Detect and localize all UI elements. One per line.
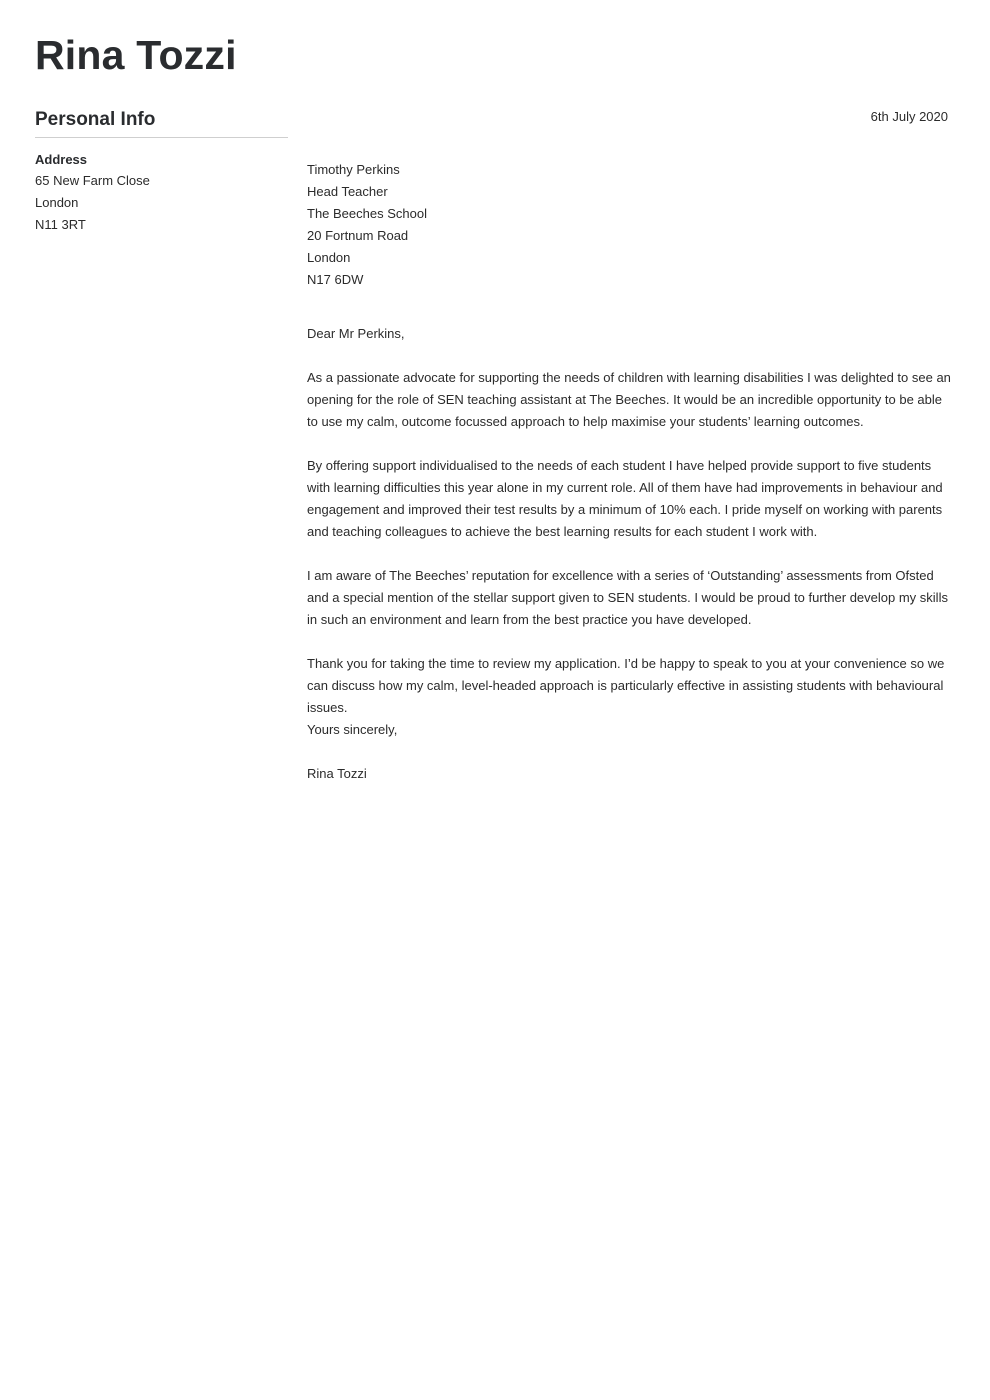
paragraph-intro: As a passionate advocate for supporting the needs of children with learning disabilities I was delighted to see an opening for the role of SEN teaching assistant at The Beeches. It would be an incredible opportunity to be able to use my calm, outcome focussed approach to help maximise your students’ learning outcomes. xyxy=(307,370,951,429)
recipient-city: London xyxy=(307,250,351,265)
personal-info-heading: Personal Info xyxy=(35,108,288,138)
address-line-street: 65 New Farm Close xyxy=(35,173,150,188)
paragraph-thanks: Thank you for taking the time to review my application. I’d be happy to speak to you at your convenience so we can discuss how my calm, level-headed approach is particularly effective in assisting students with behavioural issues. xyxy=(307,656,945,715)
recipient-organization: The Beeches School xyxy=(307,206,427,221)
applicant-name: Rina Tozzi xyxy=(35,32,237,78)
signature-name: Rina Tozzi xyxy=(307,766,367,781)
paragraph-school: I am aware of The Beeches’ reputation for excellence with a series of ‘Outstanding’ assessments from Ofsted and a special mention of the stellar support given to SEN students. I would be proud to further develop my skills in such an environment and learn from the best practice you have developed. xyxy=(307,568,948,627)
paragraph-experience: By offering support individualised to the needs of each student I have helped provide support to five students with learning difficulties this year alone in my current role. All of them have had improvements in behaviour and engagement and improved their test results by a minimum of 10% each. I pride myself on working with parents and teaching colleagues to achieve the best learning results for each student I work with. xyxy=(307,458,943,539)
recipient-street: 20 Fortnum Road xyxy=(307,228,409,243)
address-line-postcode: N11 3RT xyxy=(35,217,86,232)
letter-date: 6th July 2020 xyxy=(870,109,948,124)
closing: Yours sincerely, xyxy=(307,722,398,737)
personal-info-sidebar xyxy=(35,108,288,236)
address-line-city: London xyxy=(35,195,79,210)
salutation: Dear Mr Perkins, xyxy=(307,326,405,341)
letter-body xyxy=(307,159,955,785)
recipient-title: Head Teacher xyxy=(307,184,388,199)
recipient-name: Timothy Perkins xyxy=(307,162,400,177)
address-label: Address xyxy=(35,152,88,167)
recipient-block xyxy=(307,159,955,291)
recipient-postcode: N17 6DW xyxy=(307,272,364,287)
